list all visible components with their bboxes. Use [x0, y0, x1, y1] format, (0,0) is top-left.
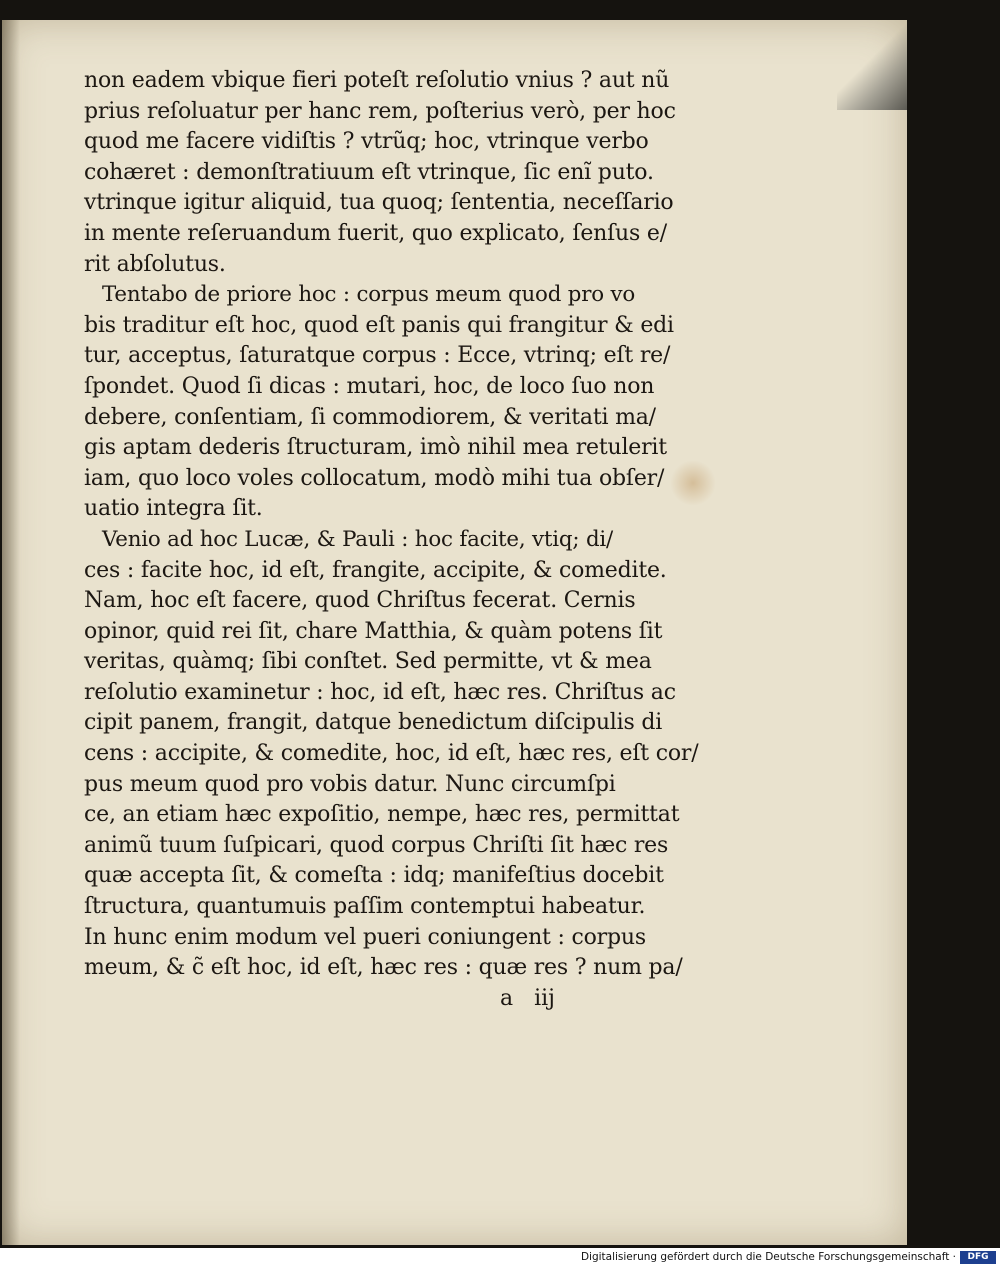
body-text [84, 66, 704, 984]
page-corner-wear [837, 20, 907, 110]
text-line: bis traditur eſt hoc, quod eſt panis qui frangitur & edi [84, 312, 674, 338]
text-line: meum, & c̃ eſt hoc, id eſt, hæc res : quæ res ? num pa/ [84, 955, 683, 981]
text-line: cohæret : demonſtratiuum eſt vtrinque, ſic enĩ puto. [84, 159, 654, 185]
text-line: animũ tuum ſuſpicari, quod corpus Chriſti ſit hæc res [84, 832, 669, 858]
text-line: cens : accipite, & comedite, hoc, id eſt, hæc res, eſt cor/ [84, 741, 699, 767]
text-line: reſolutio examinetur : hoc, id eſt, hæc res. Chriſtus ac [84, 679, 676, 705]
text-line: In hunc enim modum vel pueri coniungent : corpus [84, 924, 646, 950]
text-line: vtrinque igitur aliquid, tua quoq; ſententia, neceſſario [84, 190, 674, 216]
page-gutter-shadow [2, 20, 20, 1245]
funding-credit: Digitalisierung gefördert durch die Deutsche Forschungsgemeinschaft · [580, 1251, 956, 1263]
text-line: ce, an etiam hæc expoſitio, nempe, hæc res, permittat [84, 802, 680, 828]
text-line: Nam, hoc eſt facere, quod Chriſtus fecerat. Cernis [84, 588, 636, 614]
text-line: opinor, quid rei ſit, chare Matthia, & quàm potens ſit [84, 618, 663, 644]
text-line: non eadem vbique fieri poteſt reſolutio vnius ? aut nũ [84, 68, 670, 93]
dfg-logo[interactable]: DFG [960, 1251, 996, 1264]
text-line: pus meum quod pro vobis datur. Nunc circumſpi [84, 771, 616, 797]
text-line: rit abſolutus. [84, 251, 226, 277]
text-line: Venio ad hoc Lucæ, & Pauli : hoc facite, vtiq; di/ [102, 526, 614, 552]
text-line: debere, conſentiam, ſi commodiorem, & veritati ma/ [84, 404, 656, 430]
text-line: veritas, quàmq; ſibi conſtet. Sed permitte, vt & mea [84, 649, 652, 675]
text-line: iam, quo loco voles collocatum, modò mihi tua obſer/ [84, 465, 665, 491]
text-line: gis aptam dederis ſtructuram, imò nihil mea retulerit [84, 435, 667, 461]
text-line: in mente reſeruandum fuerit, quo explicato, ſenſus e/ [84, 220, 667, 246]
text-line: quæ accepta ſit, & comeſta : idq; manifeſtius docebit [84, 863, 664, 889]
text-line: tur, acceptus, ſaturatque corpus : Ecce, vtrinq; eſt re/ [84, 343, 671, 369]
text-line: uatio integra ſit. [84, 496, 263, 522]
text-line: Tentabo de priore hoc : corpus meum quod pro vo [102, 282, 636, 308]
signature-mark: a iij [500, 986, 556, 1011]
text-line: quod me facere vidiſtis ? vtrũq; hoc, vtrinque verbo [84, 129, 649, 155]
text-line: ſtructura, quantumuis paſſim contemptui habeatur. [84, 894, 646, 920]
text-line: prius reſoluatur per hanc rem, poſterius verò, per hoc [84, 98, 676, 124]
text-line: ſpondet. Quod ſi dicas : mutari, hoc, de loco ſuo non [84, 373, 655, 399]
text-line: cipit panem, frangit, datque benedictum diſcipulis di [84, 710, 663, 736]
text-line: ces : facite hoc, id eſt, frangite, accipite, & comedite. [84, 557, 667, 583]
